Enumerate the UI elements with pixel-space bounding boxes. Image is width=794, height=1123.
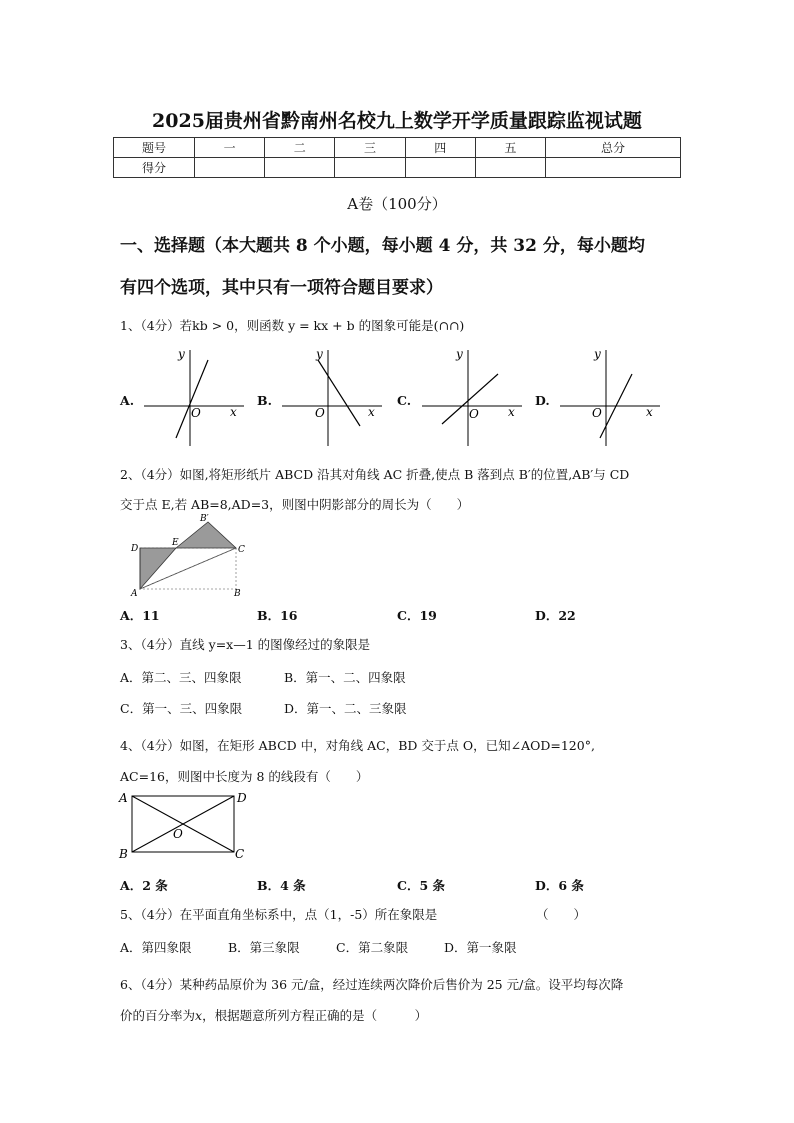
q4-option-c[interactable]: C．5 条 <box>397 878 445 893</box>
origin-label: O <box>592 406 602 420</box>
score-row-label: 得分 <box>114 158 195 178</box>
q4-figure <box>116 788 256 864</box>
label-b-prime: B′ <box>200 514 209 524</box>
score-cell[interactable] <box>265 158 335 178</box>
score-header-cell: 总分 <box>546 138 681 158</box>
q4-stem <box>120 730 690 792</box>
x-label: x <box>508 405 515 419</box>
section1-line2: 有四个选项，其中只有一项符合题目要求） <box>120 278 443 298</box>
label-b: B <box>234 589 241 598</box>
q1-graph-a <box>140 344 250 450</box>
score-header-cell: 一 <box>195 138 265 158</box>
q6-line2 <box>120 1000 690 1031</box>
q1-stem: 1、（4分）若kb > 0，则函数 y = kx + b 的图象可能是(∩∩) <box>120 318 465 333</box>
section-a-heading: A卷（100分） <box>347 195 447 213</box>
q1-graph-d <box>556 344 666 450</box>
function-line <box>176 360 208 438</box>
q4-option-d[interactable]: D．6 条 <box>535 878 584 893</box>
y-label: y <box>594 347 601 361</box>
q2-line2: 交于点 E,若 AB=8,AD=3，则图中阴影部分的周长为（ ） <box>120 497 470 512</box>
q4-line1: 4、（4分）如图，在矩形 ABCD 中，对角线 AC，BD 交于点 O，已知∠AOD=120°, <box>120 738 595 753</box>
q1-graph-b <box>278 344 388 450</box>
y-label: y <box>178 347 185 361</box>
q2-option-c[interactable]: C．19 <box>397 608 437 623</box>
score-table-header <box>114 138 681 158</box>
q6-variable: x <box>195 1008 203 1023</box>
q6-line1: 6、（4分）某种药品原价为 36 元/盒，经过连续两次降价后售价为 25 元/盒。设平均每次降 <box>120 977 624 992</box>
q2-option-a[interactable]: A．11 <box>120 608 160 623</box>
section1-line1: 一、选择题（本大题共 8 个小题，每小题 4 分，共 32 分，每小题均 <box>120 236 645 256</box>
q2-figure <box>128 512 252 598</box>
q5-stem: 5、（4分）在平面直角坐标系中，点（1，-5）所在象限是 <box>120 907 438 922</box>
origin-label: O <box>191 406 201 420</box>
y-label: y <box>316 347 323 361</box>
label-c: C <box>238 545 245 555</box>
label-c: C <box>235 847 245 861</box>
q4-line2: AC=16，则图中长度为 8 的线段有（ ） <box>120 769 369 784</box>
label-e: E <box>172 538 179 548</box>
q5-option-b[interactable]: B．第三象限 <box>228 940 300 955</box>
q3-option-d[interactable]: D．第一、二、三象限 <box>284 701 407 716</box>
q1-option-c[interactable]: C. <box>397 393 412 408</box>
label-d: D <box>131 544 139 554</box>
q1-option-d[interactable]: D. <box>535 393 550 408</box>
score-header-cell: 三 <box>335 138 405 158</box>
label-o: O <box>173 827 183 841</box>
score-header-cell: 二 <box>265 138 335 158</box>
q6-stem <box>120 969 690 1031</box>
q4-option-b[interactable]: B．4 条 <box>257 878 306 893</box>
q5-option-c[interactable]: C．第二象限 <box>336 940 409 955</box>
score-cell[interactable] <box>405 158 475 178</box>
label-d: D <box>237 791 247 805</box>
score-cell[interactable] <box>335 158 405 178</box>
page-title: 2025届贵州省黔南州名校九上数学开学质量跟踪监视试题 <box>152 110 642 132</box>
y-label: y <box>456 347 463 361</box>
q2-line1: 2、（4分）如图,将矩形纸片 ABCD 沿其对角线 AC 折叠,使点 B 落到点 B′的位置,AB′与 CD <box>120 467 630 482</box>
q3-option-c[interactable]: C．第一、三、四象限 <box>120 701 243 716</box>
q6-line2-post: ，根据题意所列方程正确的是（ ） <box>202 1008 428 1023</box>
label-a: A <box>131 589 138 598</box>
x-label: x <box>646 405 653 419</box>
q6-line2-pre: 价的百分率为 <box>120 1008 196 1023</box>
q2-option-b[interactable]: B．16 <box>257 608 298 623</box>
score-header-cell: 题号 <box>114 138 195 158</box>
score-header-cell: 五 <box>475 138 545 158</box>
q5-option-d[interactable]: D．第一象限 <box>444 940 517 955</box>
score-cell[interactable] <box>195 158 265 178</box>
q1-option-a[interactable]: A. <box>120 393 135 408</box>
q5-paren: （ ） <box>536 907 587 922</box>
shaded-triangle-left <box>140 548 176 589</box>
q4-option-a[interactable]: A．2 条 <box>120 878 168 893</box>
score-table-row <box>114 158 681 178</box>
q3-option-b[interactable]: B．第一、二、四象限 <box>284 670 406 685</box>
shaded-triangle-right <box>176 522 236 548</box>
origin-label: O <box>469 407 479 421</box>
score-table <box>113 137 681 178</box>
q1-option-b[interactable]: B. <box>257 393 272 408</box>
score-cell[interactable] <box>475 158 545 178</box>
q3-option-a[interactable]: A．第二、三、四象限 <box>120 670 242 685</box>
x-label: x <box>368 405 375 419</box>
q2-option-d[interactable]: D．22 <box>535 608 576 623</box>
q3-stem: 3、（4分）直线 y=x—1 的图像经过的象限是 <box>120 637 371 652</box>
origin-label: O <box>315 406 325 420</box>
label-a: A <box>119 791 128 805</box>
score-cell[interactable] <box>546 158 681 178</box>
score-header-cell: 四 <box>405 138 475 158</box>
label-b: B <box>119 847 128 861</box>
x-label: x <box>230 405 237 419</box>
q2-stem <box>120 460 690 520</box>
q1-graph-c <box>418 344 528 450</box>
section1-heading <box>120 228 690 306</box>
q5-option-a[interactable]: A．第四象限 <box>120 940 192 955</box>
